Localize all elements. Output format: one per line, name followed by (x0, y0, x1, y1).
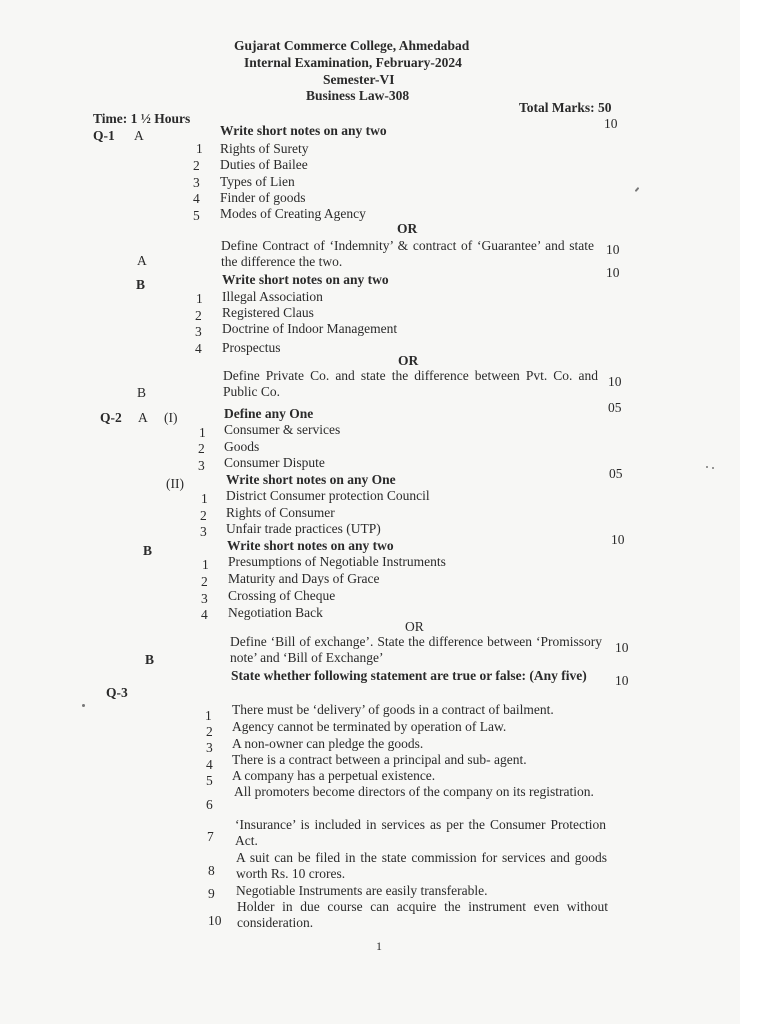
q2-b-heading: Write short notes on any two (227, 538, 394, 553)
item-number: 8 (208, 863, 215, 878)
scan-speck (706, 466, 708, 468)
exam-title: Internal Examination, February-2024 (244, 55, 462, 70)
list-item: Holder in due course can acquire the instrument even without consideration. (237, 899, 608, 930)
q2-a-i-heading: Define any One (224, 406, 314, 421)
item-number: 4 (195, 341, 202, 356)
total-marks: Total Marks: 50 (519, 100, 612, 115)
q2-b-alt-label: B (145, 652, 155, 667)
item-number: 3 (193, 175, 200, 190)
item-number: 3 (206, 740, 213, 755)
q1-b-label: B (136, 277, 146, 292)
item-number: 3 (195, 324, 202, 339)
list-item: District Consumer protection Council (226, 488, 430, 503)
semester: Semester-VI (323, 72, 395, 87)
list-item: Crossing of Cheque (228, 588, 336, 603)
list-item: Finder of goods (220, 190, 306, 205)
list-item: Maturity and Days of Grace (228, 571, 380, 586)
q1-a-alt-question: Define Contract of ‘Indemnity’ & contract of ‘Guarantee’ and state the difference the two. (221, 238, 594, 269)
list-item: A suit can be filed in the state commission for services and goods worth Rs. 10 crores. (236, 850, 607, 881)
q2-a-i-marks: 05 (608, 400, 622, 415)
item-number: 2 (200, 508, 207, 523)
q1-b-alt-question: Define Private Co. and state the difference between Pvt. Co. and Public Co. (223, 368, 598, 399)
item-number: 3 (201, 591, 208, 606)
list-item: There is a contract between a principal and sub- agent. (232, 752, 527, 767)
list-item: Registered Claus (222, 305, 314, 320)
list-item: Rights of Consumer (226, 505, 335, 520)
q2-b-alt-marks: 10 (615, 640, 629, 655)
list-item: Modes of Creating Agency (220, 206, 366, 221)
item-number: 4 (206, 757, 213, 772)
list-item: All promoters become directors of the company on its registration. (234, 784, 594, 799)
q1-a-alt-label: A (137, 253, 147, 268)
subject: Business Law-308 (306, 88, 410, 103)
scan-speck (712, 467, 714, 469)
list-item: Types of Lien (220, 174, 295, 189)
item-number: 2 (206, 724, 213, 739)
q3-heading: State whether following statement are true or false: (Any five) (231, 668, 587, 683)
item-number: 1 (205, 708, 212, 723)
list-item: Rights of Surety (220, 141, 309, 156)
item-number: 4 (201, 607, 208, 622)
list-item: Agency cannot be terminated by operation of Law. (232, 719, 507, 734)
item-number: 5 (206, 773, 213, 788)
list-item: Consumer Dispute (224, 455, 325, 470)
q1-a-marks: 10 (604, 116, 618, 131)
list-item: Prospectus (222, 340, 281, 355)
item-number: 7 (207, 829, 214, 844)
q1-a-label: A (134, 128, 144, 143)
list-item: Negotiable Instruments are easily transferable. (236, 883, 488, 898)
q1-b-alt-marks: 10 (608, 374, 622, 389)
item-number: 2 (198, 441, 205, 456)
scan-speck (82, 704, 85, 707)
list-item: Unfair trade practices (UTP) (226, 521, 381, 536)
q3-marks: 10 (615, 673, 629, 688)
or-divider: OR (397, 221, 418, 236)
q2-b-marks: 10 (611, 532, 625, 547)
q1-label: Q-1 (93, 128, 115, 143)
college-name: Gujarat Commerce College, Ahmedabad (234, 38, 470, 53)
item-number: 3 (200, 524, 207, 539)
list-item: A non-owner can pledge the goods. (232, 736, 424, 751)
list-item: Goods (224, 439, 260, 454)
list-item: Doctrine of Indoor Management (222, 321, 398, 336)
item-number: 5 (193, 208, 200, 223)
list-item: Illegal Association (222, 289, 323, 304)
list-item: ‘Insurance’ is included in services as per the Consumer Protection Act. (235, 817, 606, 848)
q1-b-marks: 10 (606, 265, 620, 280)
q2-a-ii-heading: Write short notes on any One (226, 472, 396, 487)
scan-edge (740, 0, 768, 1024)
item-number: 6 (206, 797, 213, 812)
q2-a-ii-label: (II) (166, 476, 184, 491)
q1-b-heading: Write short notes on any two (222, 272, 389, 287)
q2-label: Q-2 (100, 410, 122, 425)
scan-speck (635, 187, 640, 192)
item-number: 4 (193, 191, 200, 206)
list-item: Presumptions of Negotiable Instruments (228, 554, 446, 569)
q2-b-alt-question: Define ‘Bill of exchange’. State the difference between ‘Promissory note’ and ‘Bill of Exchange’ (230, 634, 602, 665)
q2-a-label: A (138, 410, 148, 425)
exam-time: Time: 1 ½ Hours (93, 111, 191, 126)
item-number: 2 (195, 308, 202, 323)
item-number: 1 (196, 291, 203, 306)
or-divider: OR (398, 353, 419, 368)
item-number: 1 (196, 141, 203, 156)
list-item: Negotiation Back (228, 605, 323, 620)
item-number: 9 (208, 886, 215, 901)
list-item: A company has a perpetual existence. (232, 768, 436, 783)
q1-a-heading: Write short notes on any two (220, 123, 387, 138)
item-number: 2 (201, 574, 208, 589)
page-number: 1 (376, 939, 382, 953)
list-item: Duties of Bailee (220, 157, 308, 172)
item-number: 1 (201, 491, 208, 506)
item-number: 1 (199, 425, 206, 440)
q1-b-alt-label: B (137, 385, 147, 400)
q1-a-alt-marks: 10 (606, 242, 620, 257)
item-number: 2 (193, 158, 200, 173)
item-number: 1 (202, 557, 209, 572)
or-divider: OR (405, 619, 424, 634)
item-number: 3 (198, 458, 205, 473)
q3-label: Q-3 (106, 685, 128, 700)
q2-a-ii-marks: 05 (609, 466, 623, 481)
item-number: 10 (208, 913, 222, 928)
q2-a-i-label: (I) (164, 410, 178, 425)
list-item: Consumer & services (224, 422, 341, 437)
q2-b-label: B (143, 543, 153, 558)
list-item: There must be ‘delivery’ of goods in a contract of bailment. (232, 702, 554, 717)
